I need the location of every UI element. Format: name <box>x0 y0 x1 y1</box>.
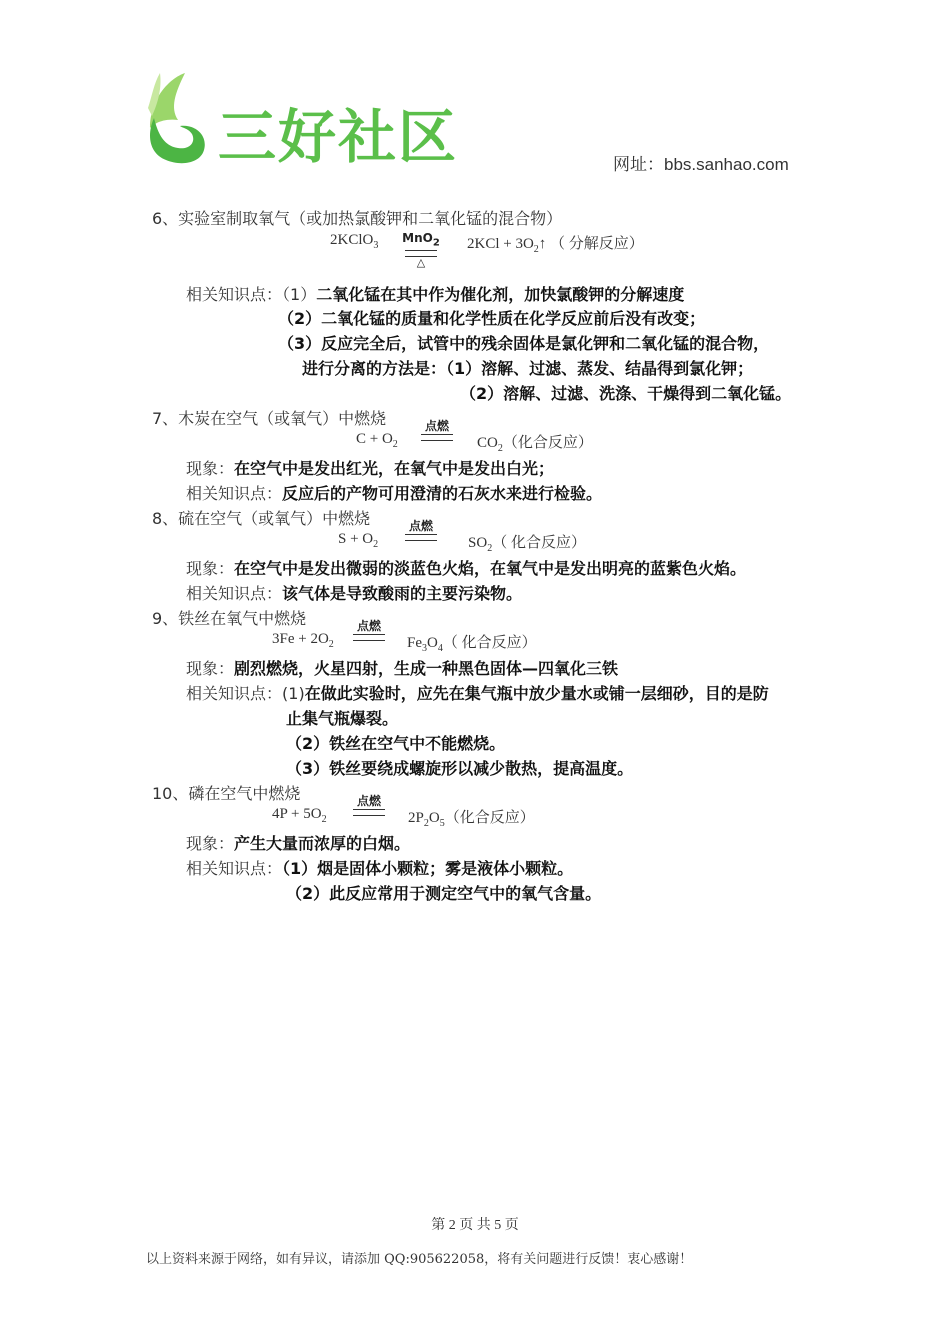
equals-sign <box>353 634 385 641</box>
logo-text: 三好社区 <box>218 103 459 171</box>
leaf-logo-icon <box>140 68 220 168</box>
section-10-knowledge-1: 相关知识点：（1）烟是固体小颗粒；雾是液体小颗粒。 <box>186 859 574 878</box>
footer-note: 以上资料来源于网络，如有异议，请添加 QQ:905622058，将有关问题进行反馈！衷心感谢！ <box>146 1252 693 1267</box>
equals-sign <box>405 534 437 541</box>
section-10-phenomenon: 现象：产生大量而浓厚的白烟。 <box>186 834 411 853</box>
url-link[interactable]: bbs.sanhao.com <box>664 155 789 174</box>
section-7-knowledge: 相关知识点：反应后的产物可用澄清的石灰水来进行检验。 <box>186 484 603 503</box>
section-10-lhs: $4P + 5O_2$ <box>272 806 327 825</box>
section-7-phenomenon: 现象：在空气中是发出红光，在氧气中是发出白光； <box>186 459 555 478</box>
section-8-phenomenon: 现象：在空气中是发出微弱的淡蓝色火焰，在氧气中是发出明亮的蓝紫色火焰。 <box>186 559 747 578</box>
section-10-knowledge-2: （2）此反应常用于测定空气中的氧气含量。 <box>286 884 602 903</box>
equals-sign <box>353 809 385 816</box>
equals-sign <box>421 434 453 441</box>
section-7-lhs: $C + O_2$ <box>356 431 398 450</box>
section-10-condition: 点燃 <box>350 795 388 816</box>
section-10-title: 10、磷在空气中燃烧 <box>152 784 301 803</box>
section-6-lhs: 2KClO$_3$ <box>330 232 379 251</box>
section-8-rhs: $SO_2$（ 化合反应） <box>468 535 586 554</box>
section-6-knowledge-1: 相关知识点：（1）二氧化锰在其中作为催化剂，加快氯酸钾的分解速度 <box>186 285 685 304</box>
section-6-knowledge-3: （3）反应完全后，试管中的残余固体是氯化钾和二氧化锰的混合物， <box>278 334 770 353</box>
section-6-condition: MnO$_2$ △ <box>402 231 440 270</box>
section-9-title: 9、铁丝在氧气中燃烧 <box>152 609 307 628</box>
section-8-knowledge: 相关知识点：该气体是导致酸雨的主要污染物。 <box>186 584 523 603</box>
section-7-title: 7、木炭在空气（或氧气）中燃烧 <box>152 409 387 428</box>
section-9-knowledge-2: （2）铁丝在空气中不能燃烧。 <box>286 734 506 753</box>
section-8-condition: 点燃 <box>402 520 440 541</box>
section-9-lhs: $3Fe + 2O_2$ <box>272 631 334 650</box>
section-7-rhs: $CO_2$（化合反应） <box>477 435 593 454</box>
section-6-knowledge-4: 进行分离的方法是：（1）溶解、过滤、蒸发、结晶得到氯化钾； <box>302 359 754 378</box>
url-label: 网址： <box>613 155 664 174</box>
section-9-knowledge-1: 相关知识点：(1)在做此实验时，应先在集气瓶中放少量水或铺一层细砂，目的是防 <box>186 684 769 703</box>
section-9-phenomenon: 现象：剧烈燃烧，火星四射，生成一种黑色固体—四氧化三铁 <box>186 659 619 678</box>
section-9-condition: 点燃 <box>350 620 388 641</box>
site-url <box>613 150 789 175</box>
section-9-rhs: $Fe_3O_4$（ 化合反应） <box>407 635 537 654</box>
section-6-title: 6、实验室制取氧气（或加热氯酸钾和二氧化锰的混合物） <box>152 209 563 228</box>
section-6-knowledge-2: （2）二氧化锰的质量和化学性质在化学反应前后没有改变； <box>278 309 706 328</box>
section-7-condition: 点燃 <box>418 420 456 441</box>
section-9-knowledge-3: （3）铁丝要绕成螺旋形以减少散热，提高温度。 <box>286 759 634 778</box>
page-number: 第 2 页 共 5 页 <box>431 1218 519 1233</box>
section-10-rhs: $2P_2O_5$（化合反应） <box>408 810 535 829</box>
section-9-knowledge-1b: 止集气瓶爆裂。 <box>286 709 399 728</box>
section-6-rhs: $2KCl + 3O_2↑$ （ 分解反应） <box>467 236 644 255</box>
section-8-title: 8、硫在空气（或氧气）中燃烧 <box>152 509 371 528</box>
section-8-lhs: $S + O_2$ <box>338 531 379 550</box>
site-logo <box>140 68 459 171</box>
section-6-knowledge-5: （2）溶解、过滤、洗涤、干燥得到二氧化锰。 <box>460 384 792 403</box>
